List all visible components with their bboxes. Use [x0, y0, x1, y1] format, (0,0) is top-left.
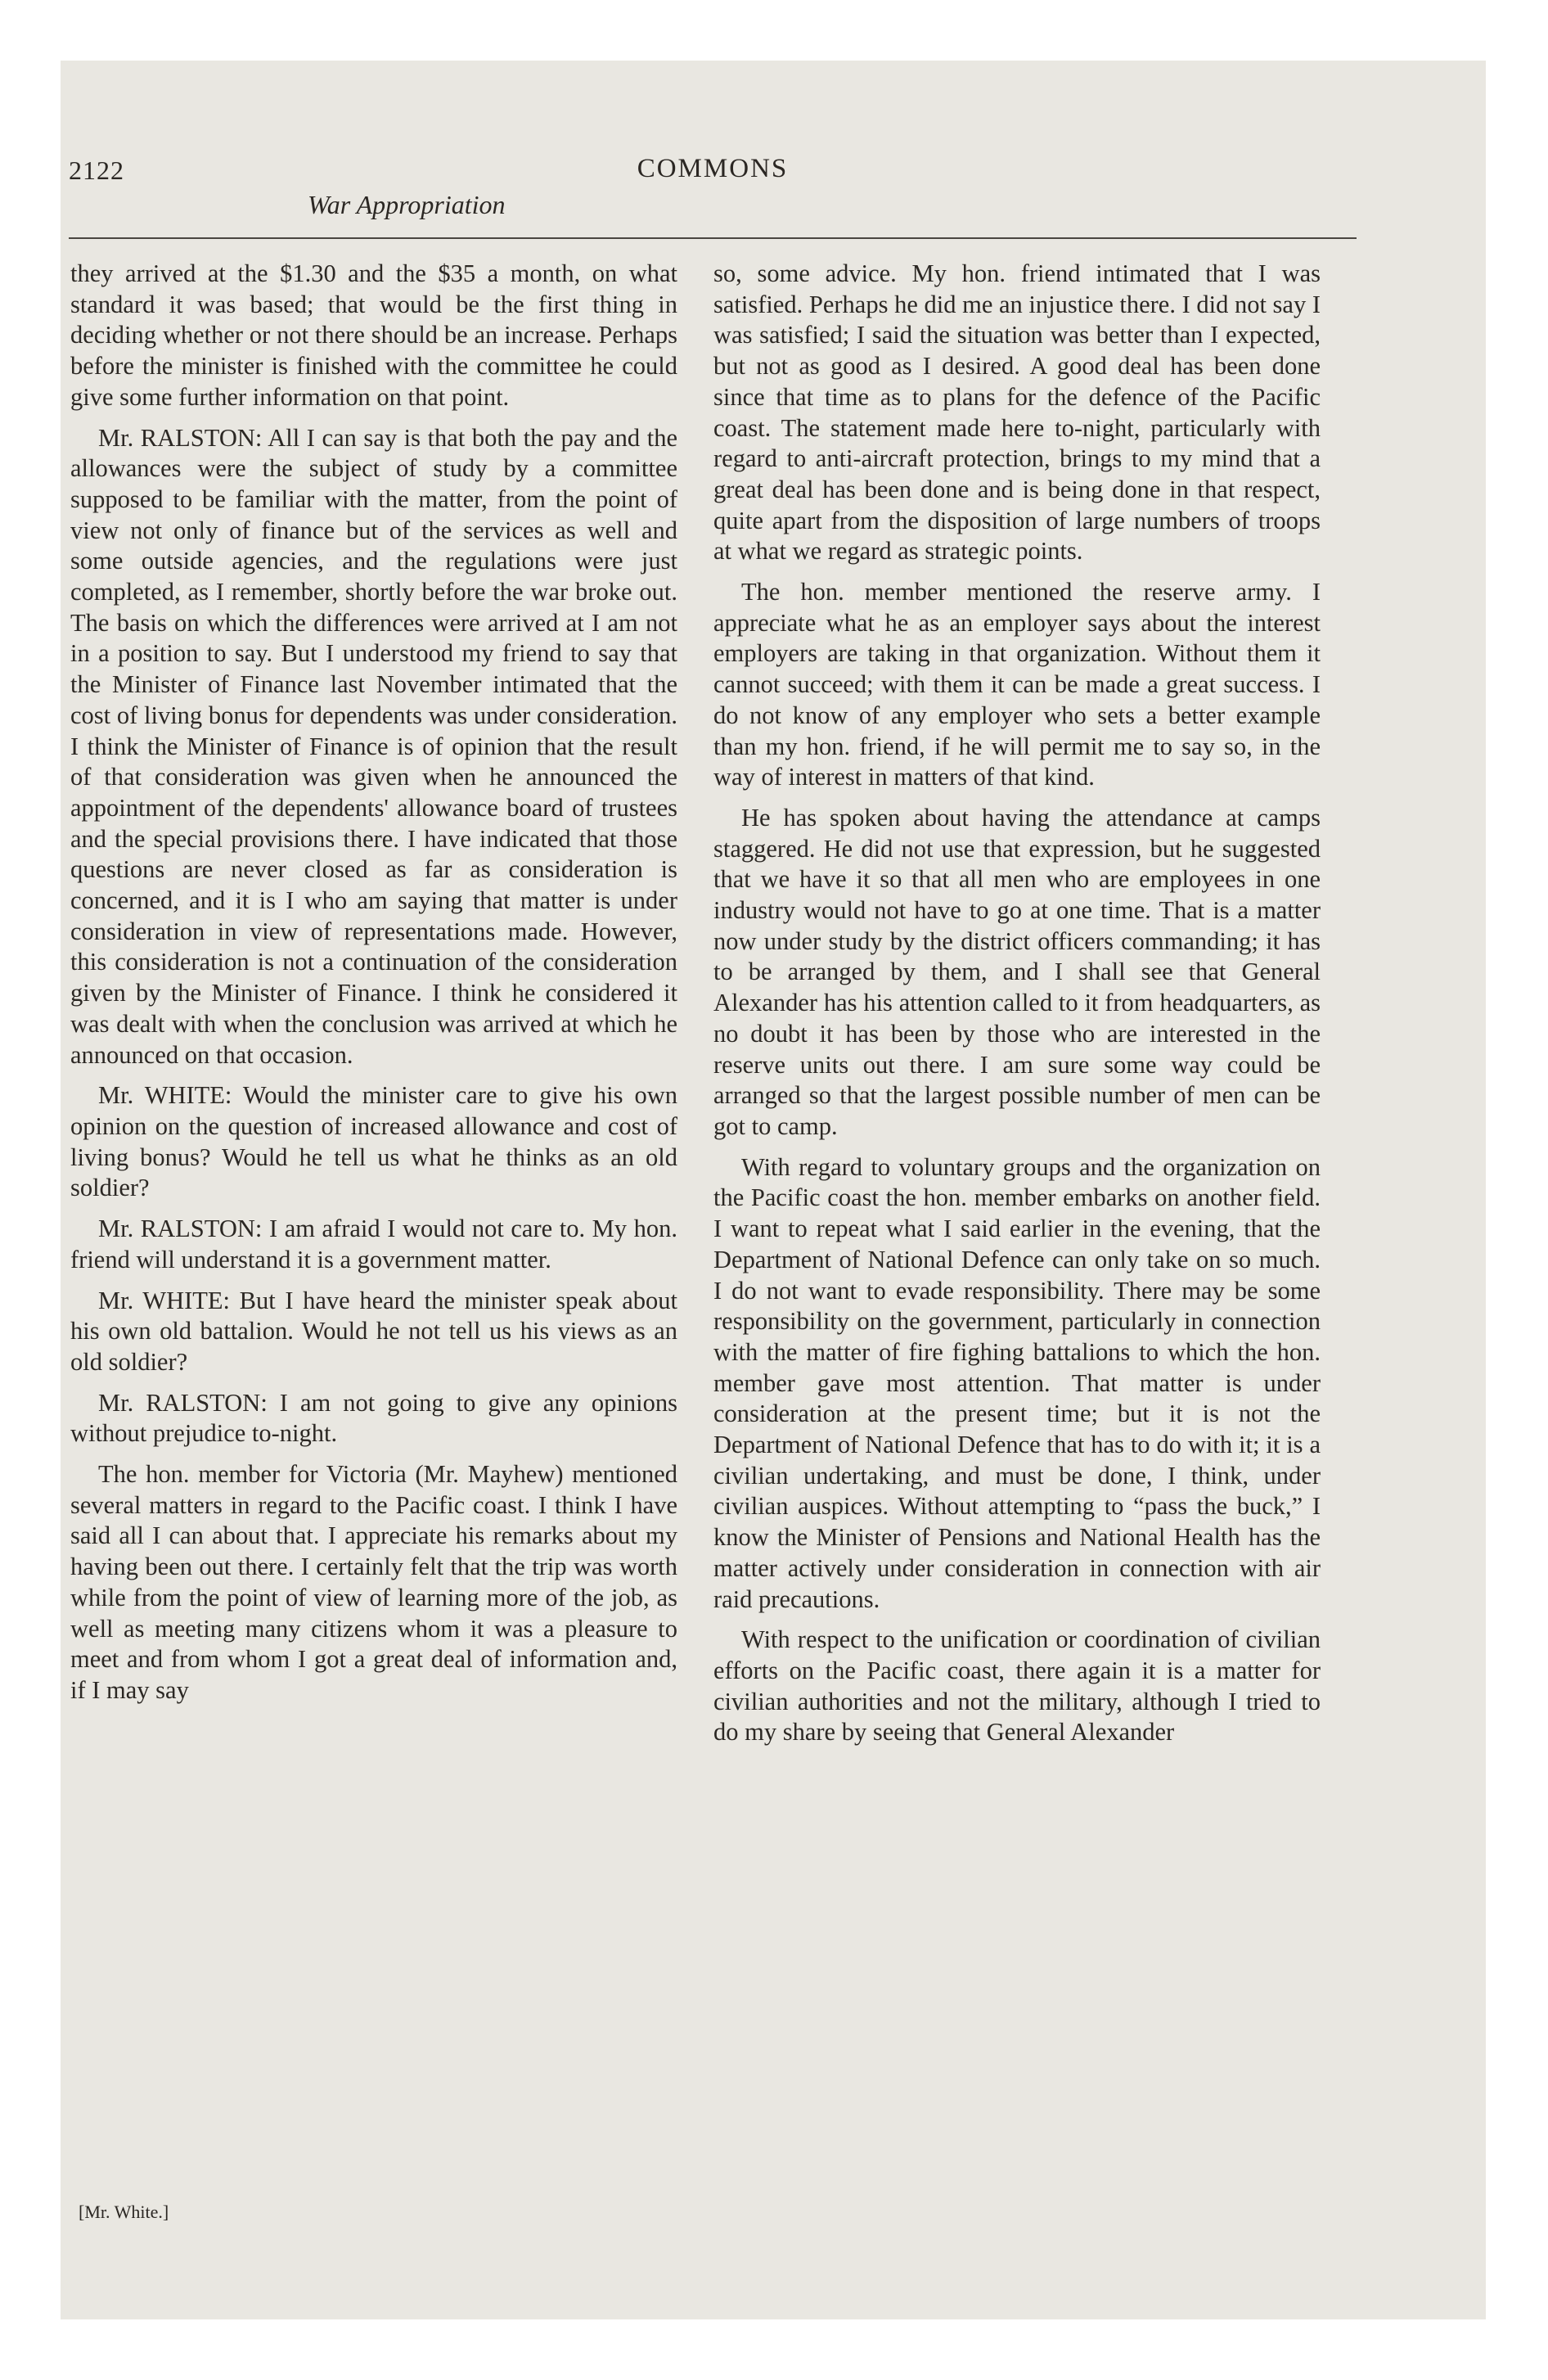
paragraph: Mr. WHITE: But I have heard the minister speak about his own old battalion. Would he not tell us his views as an old soldier?	[70, 1286, 677, 1376]
paragraph: The hon. member for Victoria (Mr. Mayhew) mentioned several matters in regard to the Pacific coast. I think I have said all I can about that. I appreciate his remarks about my having been out there. I certainly felt that the trip was worth while from the point of view of learning more of the job, as well as meeting many citizens whom it was a pleasure to meet and from whom I got a great deal of information and, if I may say	[70, 1460, 677, 1704]
page-header	[69, 97, 1357, 219]
paragraph: The hon. member mentioned the reserve army. I appreciate what he as an employer says about the interest employers are taking in that organization. Without them it cannot succeed; with them it can be made a great success. I do not know of any employer who sets a better example than my hon. friend, if he will permit me to say so, in the way of interest in matters of that kind.	[713, 578, 1321, 791]
paragraph: With regard to voluntary groups and the organization on the Pacific coast the hon. member embarks on another field. I want to repeat what I said earlier in the evening, that the Department of National Defence can only take on so much. I do not want to evade responsibility. There may be some responsibility on the government, particularly in connection with the matter of fire fighing battalions to which the hon. member gave most attention. That matter is under consideration at the present time; but it is not the Department of National Defence that has to do with it; it is a civilian undertaking, and must be done, I think, under civilian auspices. Without attempting to “pass the buck,” I know the Minister of Pensions and National Health has the matter actively under consideration in connection with air raid precautions.	[713, 1152, 1321, 1613]
paragraph: they arrived at the $1.30 and the $35 a month, on what standard it was based; that would be the first thing in deciding whether or not there should be an increase. Perhaps before the minister is finished with the committee he could give some further information on that point.	[70, 259, 677, 411]
paragraph: With respect to the unification or coordination of civilian efforts on the Pacific coast, there again it is a matter for civilian authorities and not the military, although I tried to do my share by seeing that General Alexander	[713, 1625, 1321, 1747]
paragraph: He has spoken about having the attendance at camps staggered. He did not use that expression, but he suggested that we have it so that all men who are employees in one industry would not have to go at one time. That is a matter now under study by the district officers commanding; it has to be arranged by them, and I shall see that General Alexander has his attention called to it from headquarters, as no doubt it has been by those who are interested in the reserve units out there. I am sure some way could be arranged so that the largest possible number of men can be got to camp.	[713, 803, 1321, 1140]
paragraph: Mr. RALSTON: All I can say is that both the pay and the allowances were the subject of study by a committee supposed to be familiar with the matter, from the point of view not only of finance but of the services as well and some outside agencies, and the regulations were just completed, as I remember, shortly before the war broke out. The basis on which the differences were arrived at I am not in a position to say. But I understood my friend to say that the Minister of Finance last November intimated that the cost of living bonus for dependents was under consideration. I think the Minister of Finance is of opinion that the result of that consideration was given when he announced the appointment of the dependents' allowance board of trustees and the special provisions there. I have indicated that those questions are never closed as far as consideration is concerned, and it is I who am saying that matter is under consideration in view of representations made. However, this consideration is not a continuation of the consideration given by the Minister of Finance. I think he considered it was dealt with when the conclusion was arrived at which he announced on that occasion.	[70, 423, 677, 1069]
right-column	[713, 259, 1321, 1758]
page-number: 2122	[69, 156, 124, 185]
paragraph: Mr. RALSTON: I am afraid I would not care to. My hon. friend will understand it is a government matter.	[70, 1215, 677, 1273]
speaker-reference: [Mr. White.]	[79, 2202, 169, 2222]
left-column	[70, 259, 677, 1716]
paragraph: Mr. RALSTON: I am not going to give any opinions without prejudice to-night.	[70, 1388, 677, 1448]
header-rule	[69, 237, 1357, 239]
section-title: War Appropriation	[308, 190, 506, 219]
paragraph: so, some advice. My hon. friend intimated that I was satisfied. Perhaps he did me an injustice there. I did not say I was satisfied; I said the situation was better than I expected, but not as good as I desired. A good deal has been done since that time as to plans for the defence of the Pacific coast. The statement made here to-night, particularly with regard to anti-aircraft protection, brings to my mind that a great deal has been done and is being done in that respect, quite apart from the disposition of large numbers of troops at what we regard as strategic points.	[713, 259, 1321, 566]
paragraph: Mr. WHITE: Would the minister care to give his own opinion on the question of increased allowance and cost of living bonus? Would he tell us what he thinks as an old soldier?	[70, 1081, 677, 1202]
running-head: COMMONS	[637, 154, 789, 183]
